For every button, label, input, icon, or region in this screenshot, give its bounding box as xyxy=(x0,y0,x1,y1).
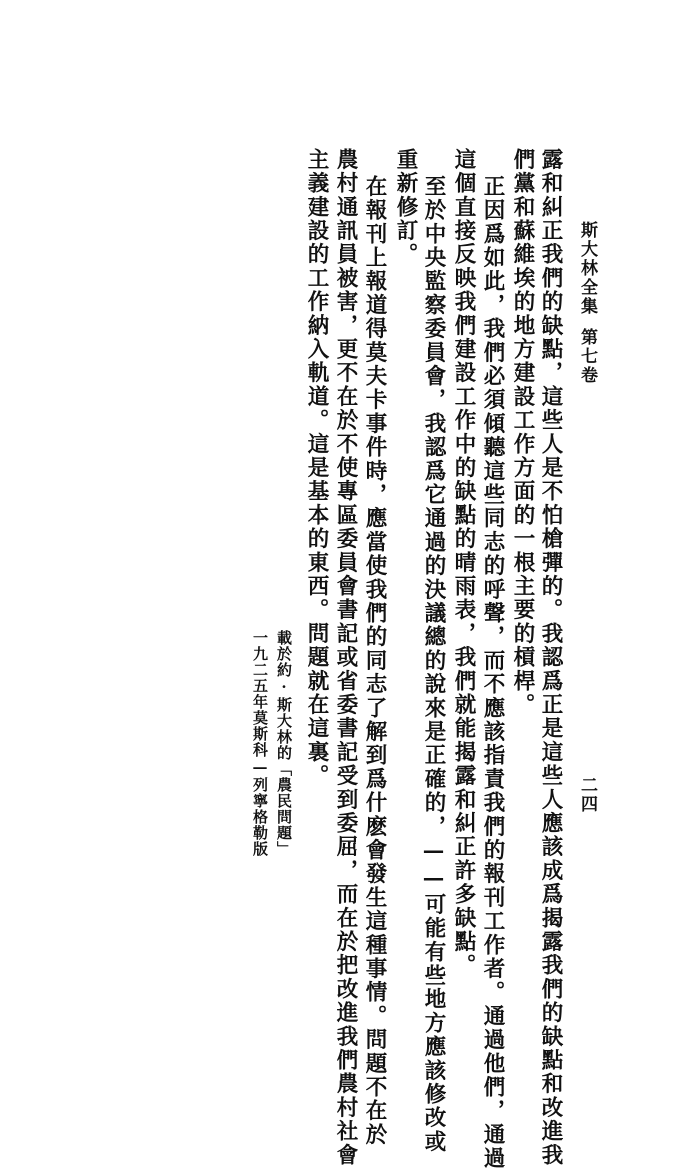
text-column-7: 在報刊上報道得莫夫卡事件時，應當使我們的同志了解到爲什麽會發生這種事情。問題不在於 xyxy=(362,175,387,1147)
running-header-volume: 第七卷 xyxy=(577,328,597,385)
source-note-line-2: 一九二五年莫斯科—列寧格勒版 xyxy=(251,630,269,857)
text-column-1: 露和糾正我們的缺點，這些人是不怕槍彈的。我認爲正是這些人應該成爲揭露我們的缺點和改進我 xyxy=(538,148,563,1168)
text-column-4: 這個直接反映我們建設工作中的缺點的晴雨表，我們就能揭露和糾正許多缺點。 xyxy=(451,148,476,978)
text-column-2: 們黨和蘇維埃的地方建設工作方面的一根主要的槓桿。 xyxy=(510,148,535,717)
source-note-line-1: 載於約·斯大林的「農民問題」 xyxy=(275,630,293,857)
page-number: 二四 xyxy=(577,776,597,814)
text-column-6: 重新修訂。 xyxy=(393,148,418,267)
text-column-3: 正因爲如此，我們必須傾聽這些同志的呼聲，而不應該指責我們的報刊工作者。通過他們，通過 xyxy=(480,175,505,1170)
running-header-title: 斯大林全集 xyxy=(577,221,597,316)
text-column-8: 農村通訊員被害，更不在於不使專區委員會書記或省委書記受到委屈，而在於把改進我們農村社會 xyxy=(333,148,358,1168)
text-column-9: 主義建設的工作納入軌道。這是基本的東西。問題就在這裏。 xyxy=(304,148,329,788)
text-column-5: 至於中央監察委員會，我認爲它通過的決議總的說來是正確的，——可能有些地方應該修改或 xyxy=(421,175,446,1154)
